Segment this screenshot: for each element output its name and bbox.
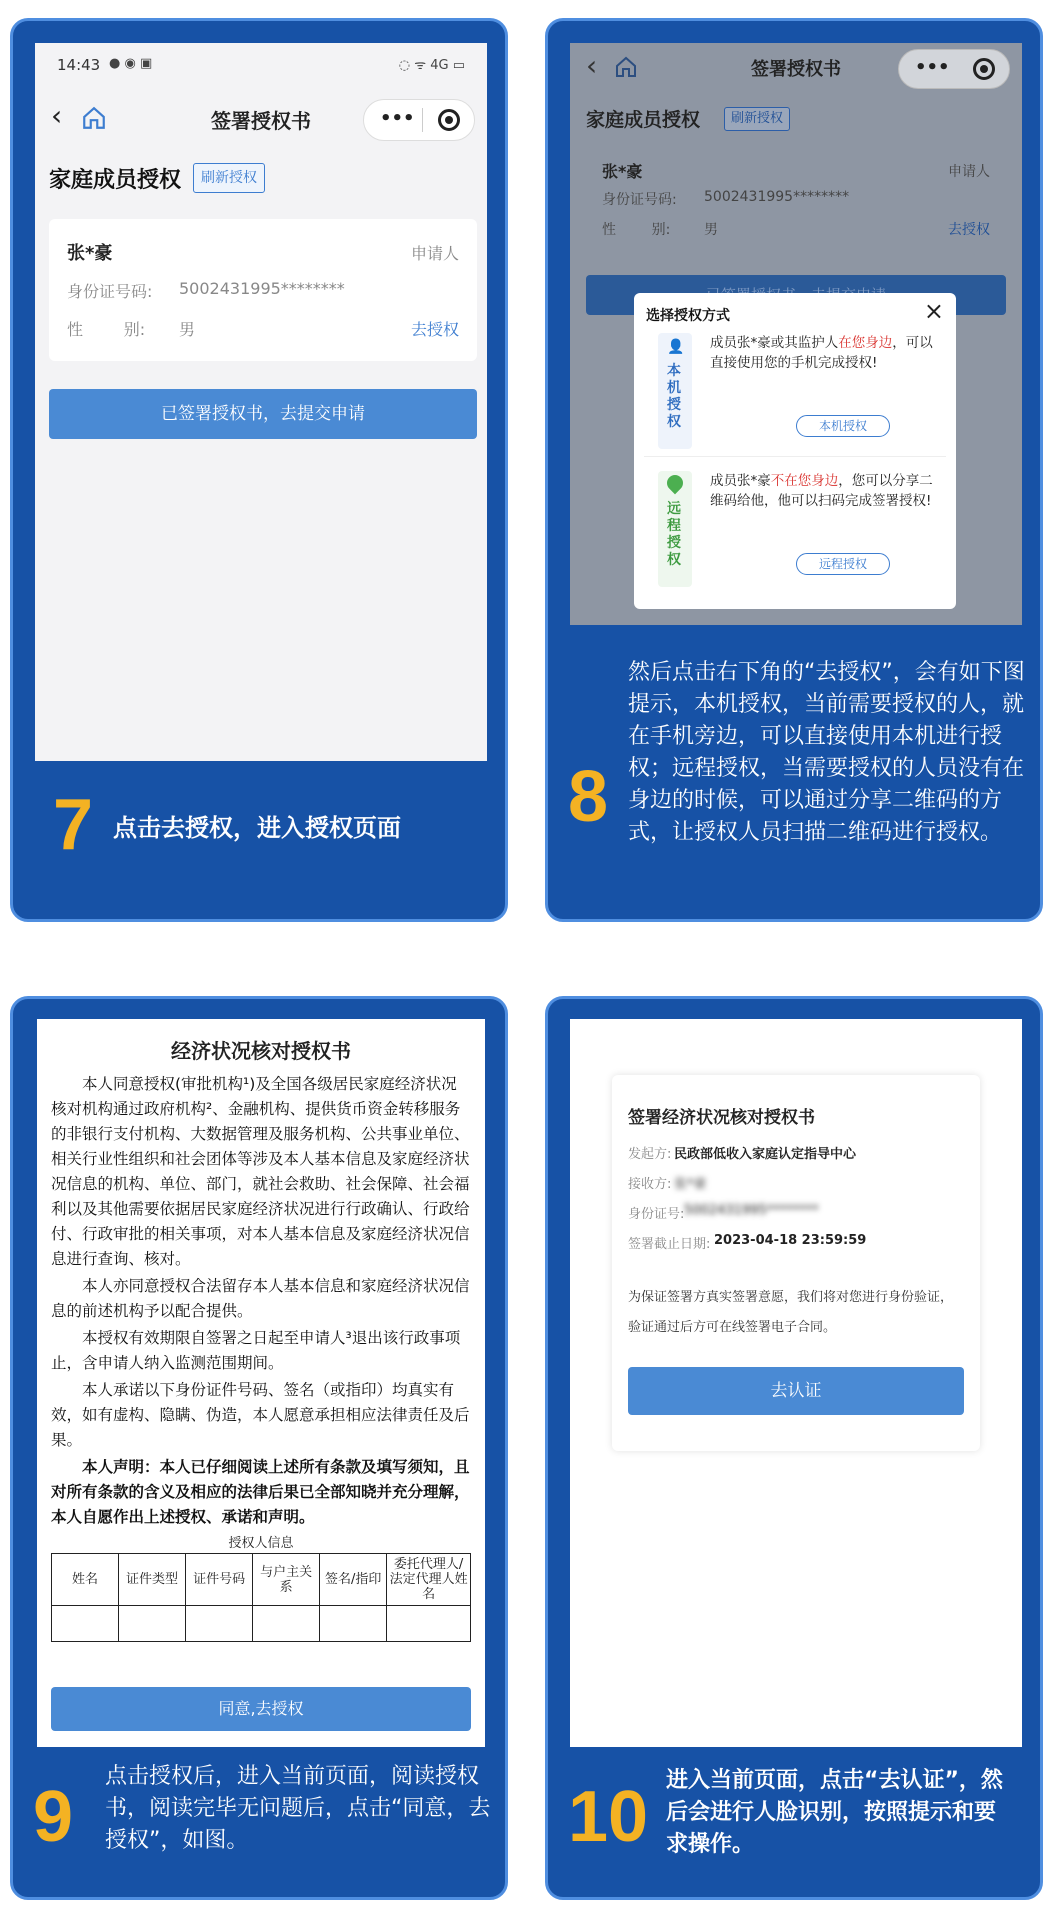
step-description: 进入当前页面，点击“去认证”，然后会进行人脸识别，按照提示和要求操作。	[666, 1768, 1003, 1857]
gender-label: 性 别:	[602, 222, 671, 238]
id-value: 5002431995********	[179, 279, 345, 298]
th-name: 姓名	[52, 1554, 119, 1606]
card-title: 签署经济状况核对授权书	[628, 1108, 815, 1128]
step-description: 点击授权后，进入当前页面，阅读授权书，阅读完毕无问题后，点击“同意，去授权”，如图。	[105, 1764, 491, 1853]
gender-value: 男	[704, 222, 718, 238]
nav-title: 签署授权书	[211, 109, 311, 133]
local-auth-option	[644, 333, 946, 457]
member-name: 张*豪	[602, 162, 643, 181]
local-auth-tag: 👤 本机授权	[658, 333, 692, 449]
close-miniapp-icon	[973, 58, 995, 80]
refresh-auth-button[interactable]: 刷新授权	[193, 163, 265, 193]
go-auth-link: 去授权	[948, 222, 990, 238]
id-label: 身份证号码:	[602, 192, 677, 208]
contract-card	[612, 1075, 980, 1451]
step-number: 8	[568, 757, 609, 837]
deadline-value: 2023-04-18 23:59:59	[714, 1233, 867, 1248]
step-description: 点击去授权，进入授权页面	[113, 814, 401, 842]
status-icons: ● ◉ ▣	[109, 56, 153, 71]
id-value: 5002431995********	[684, 1203, 819, 1218]
deadline-label: 签署截止日期:	[628, 1237, 711, 1252]
authorization-document	[37, 1019, 485, 1747]
member-role: 申请人	[410, 244, 459, 263]
step-number: 9	[33, 1777, 74, 1857]
th-signature: 签名/指印	[320, 1554, 387, 1606]
agree-authorize-button[interactable]: 同意,去授权	[51, 1687, 471, 1731]
nav-bar	[35, 87, 487, 147]
user-add-icon: 👤	[667, 339, 685, 355]
authorizer-table	[51, 1553, 471, 1642]
remote-auth-text: 成员张*豪不在您身边，您可以分享二维码给他，他可以扫码完成签署授权!	[710, 473, 933, 509]
submit-application-button[interactable]: 已签署授权书，去提交申请	[49, 389, 477, 439]
receiver-label: 接收方:	[628, 1177, 672, 1192]
menu-capsule	[898, 49, 1010, 89]
auth-method-modal	[634, 293, 956, 609]
section-title: 家庭成员授权	[586, 109, 701, 131]
id-label: 身份证号码:	[67, 282, 153, 301]
status-time: 14:43	[57, 56, 101, 74]
th-agent: 委托代理人/法定代理人姓名	[387, 1554, 471, 1606]
back-icon[interactable]: ‹	[51, 99, 63, 132]
step8-panel	[545, 18, 1043, 922]
go-auth-link[interactable]: 去授权	[410, 320, 459, 339]
member-card	[586, 147, 1006, 257]
remote-auth-tag: 远程授权	[658, 471, 692, 587]
menu-capsule	[363, 99, 475, 141]
modal-title: 选择授权方式	[646, 308, 730, 324]
initiator-label: 发起方:	[628, 1147, 672, 1162]
doc-para-2: 本人亦同意授权合法留存本人基本信息和家庭经济状况信息的前述机构予以配合提供。	[51, 1277, 470, 1320]
th-id-type: 证件类型	[119, 1554, 186, 1606]
id-label: 身份证号:	[628, 1207, 685, 1222]
refresh-auth-badge: 刷新授权	[724, 107, 790, 131]
phone-screen-10	[570, 1019, 1022, 1747]
local-auth-button[interactable]: 本机授权	[796, 415, 890, 437]
phone-screen-7	[35, 43, 487, 761]
gender-label: 性 别:	[67, 320, 146, 339]
location-pin-icon	[664, 472, 687, 495]
nav-bar-dimmed	[570, 43, 1022, 103]
member-card	[49, 219, 477, 361]
more-icon[interactable]: •••	[380, 108, 415, 129]
table-caption: 授权人信息	[228, 1536, 294, 1551]
step-number: 10	[568, 1777, 649, 1857]
remote-auth-button[interactable]: 远程授权	[796, 553, 890, 575]
doc-para-1: 本人同意授权(审批机构¹)及全国各级居民家庭经济状况核对机构通过政府机构²、金融机构、提供货币资金转移服务的非银行支付机构、大数据管理及服务机构、公共事业单位、相关行业性组织和社会团体等涉及本人基本信息及家庭经济状况信息的机构、单位、部门，就社会救助、社会保障、社会福利以及其他需要依据居民家庭经济状况进行行政确认、行政给付、行政审批的相关事项，对本人基本信息及家庭经济状况信息进行查询、核对。	[51, 1075, 470, 1268]
step-number: 7	[53, 785, 94, 865]
doc-title: 经济状况核对授权书	[171, 1039, 351, 1063]
verify-button[interactable]: 去认证	[628, 1367, 964, 1415]
local-auth-text: 成员张*豪或其监护人在您身边，可以直接使用您的手机完成授权!	[710, 335, 933, 371]
battery-icon: ◌ ᯤ 4G ▭	[398, 58, 465, 73]
back-icon: ‹	[586, 49, 598, 82]
gender-value: 男	[179, 320, 196, 339]
nav-title: 签署授权书	[751, 59, 841, 80]
phone-screen-8	[570, 43, 1022, 625]
doc-para-4: 本人承诺以下身份证件号码、签名（或指印）均真实有效，如有虚构、隐瞒、伪造，本人愿意承担相应法律责任及后果。	[51, 1381, 470, 1449]
status-bar	[35, 43, 487, 87]
member-name: 张*豪	[67, 243, 113, 264]
close-miniapp-icon[interactable]	[438, 109, 460, 131]
member-role: 申请人	[948, 164, 990, 180]
doc-para-3: 本授权有效期限自签署之日起至申请人³退出该行政事项止，含申请人纳入监测范围期间。	[51, 1329, 461, 1372]
th-id-number: 证件号码	[186, 1554, 253, 1606]
verification-notice: 为保证签署方真实签署意愿，我们将对您进行身份验证，验证通过后方可在线签署电子合同。	[628, 1290, 954, 1335]
step9-panel	[10, 996, 508, 1900]
th-relation: 与户主关系	[253, 1554, 320, 1606]
id-value: 5002431995********	[704, 189, 850, 205]
close-icon[interactable]: ×	[923, 297, 944, 325]
receiver-value: 张*豪	[674, 1177, 707, 1192]
initiator-value: 民政部低收入家庭认定指导中心	[674, 1147, 857, 1162]
step7-panel	[10, 18, 508, 922]
step10-panel	[545, 996, 1043, 1900]
remote-auth-option	[644, 471, 946, 595]
doc-para-5: 本人声明：本人已仔细阅读上述所有条款及填写须知，且对所有条款的含义及相应的法律后果已全部知晓并充分理解，本人自愿作出上述授权、承诺和声明。	[51, 1458, 470, 1526]
section-title: 家庭成员授权	[49, 168, 182, 193]
step-description: 然后点击右下角的“去授权”，会有如下图提示，本机授权，当前需要授权的人，就在手机旁边，可以直接使用本机进行授权；远程授权，当需要授权的人员没有在身边的时候，可以通过分享二维码的方式，让授权人员扫描二维码进行授权。	[628, 660, 1025, 845]
more-icon: •••	[915, 57, 950, 78]
